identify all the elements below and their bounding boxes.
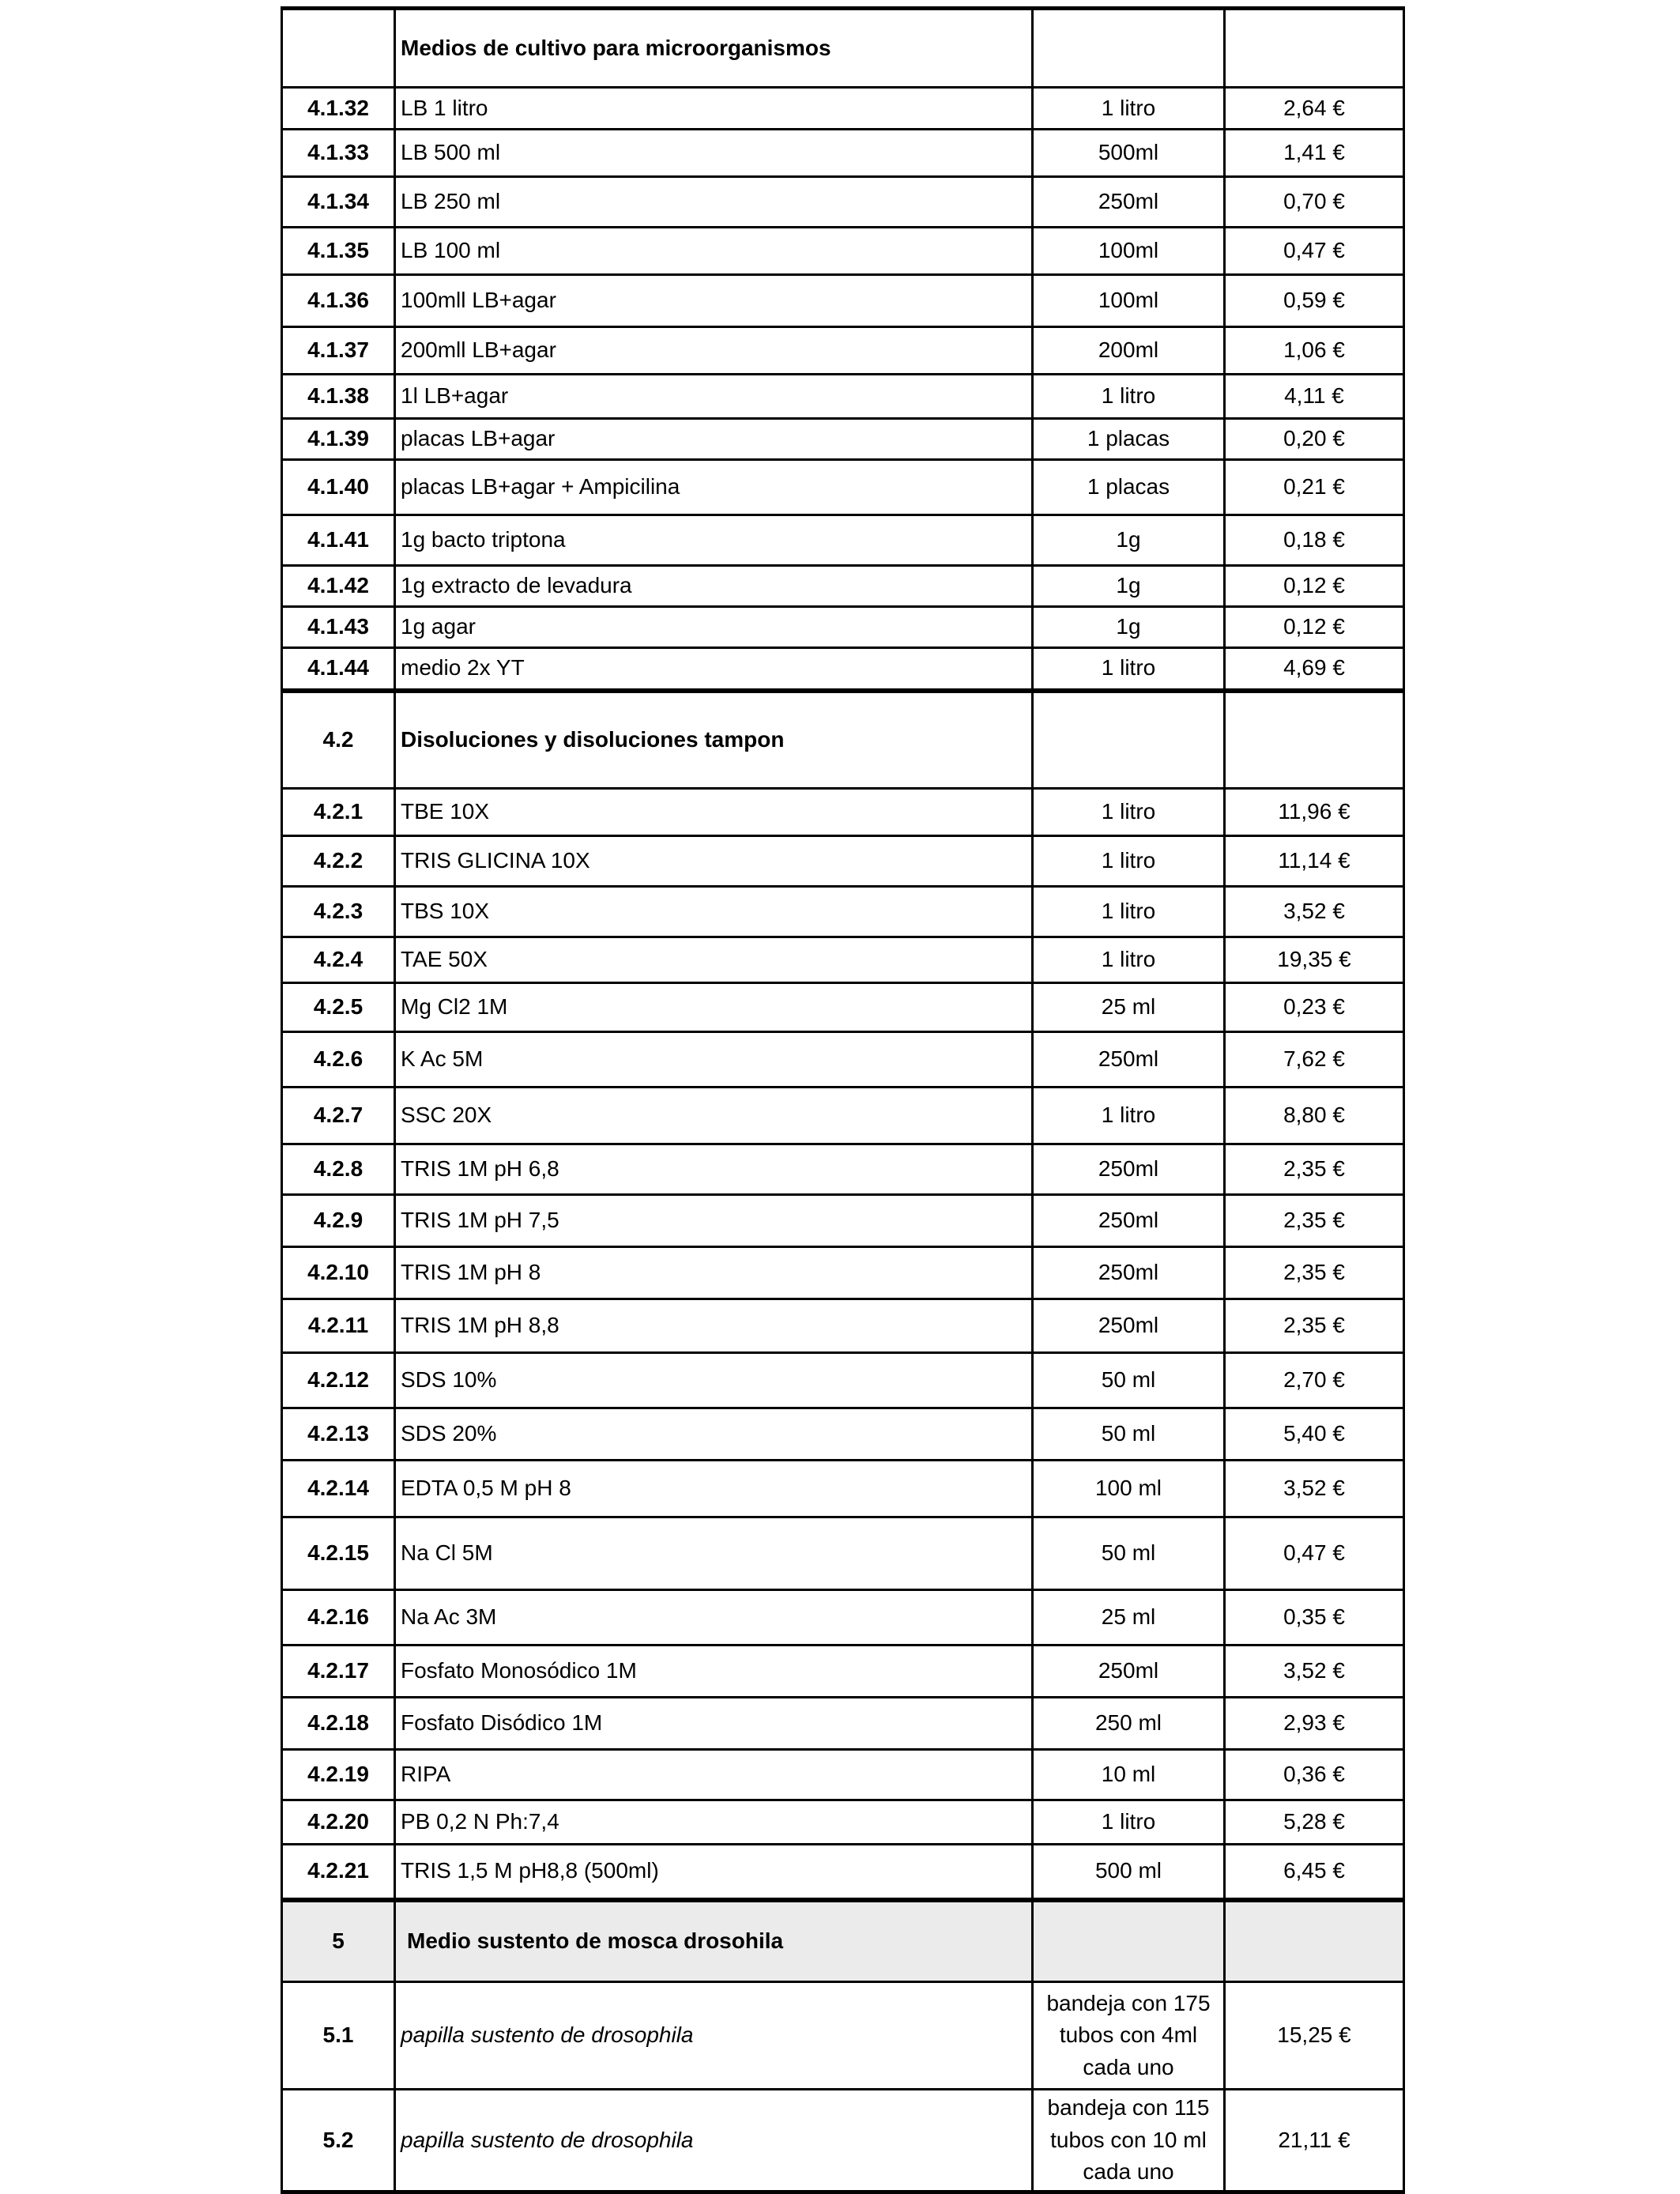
item-price-cell: 3,52 €	[1225, 1461, 1404, 1517]
item-code-cell: 4.2.12	[282, 1353, 395, 1408]
item-description-cell: 100mll LB+agar	[395, 275, 1033, 327]
item-unit-cell: 500 ml	[1033, 1845, 1225, 1900]
item-price-cell: 0,12 €	[1225, 566, 1404, 607]
item-price-cell: 0,47 €	[1225, 1517, 1404, 1590]
item-unit-cell: 250ml	[1033, 1144, 1225, 1195]
item-price-cell: 0,47 €	[1225, 228, 1404, 275]
table-row	[282, 228, 1404, 275]
item-code-cell: 4.1.40	[282, 460, 395, 515]
item-price-cell: 21,11 €	[1225, 2090, 1404, 2192]
section-row	[282, 9, 1404, 88]
item-code-cell: 4.2.17	[282, 1646, 395, 1698]
item-unit-cell: 1 litro	[1033, 937, 1225, 983]
item-code-cell: 4.1.36	[282, 275, 395, 327]
table-row	[282, 1032, 1404, 1088]
section-row	[282, 691, 1404, 789]
item-description-cell: LB 250 ml	[395, 177, 1033, 228]
table-row	[282, 515, 1404, 566]
item-description-cell: LB 500 ml	[395, 130, 1033, 177]
table-row	[282, 648, 1404, 691]
item-description-cell: Na Ac 3M	[395, 1590, 1033, 1646]
item-price-cell: 2,64 €	[1225, 88, 1404, 130]
table-row	[282, 1800, 1404, 1845]
table-row	[282, 1461, 1404, 1517]
item-unit-cell: 10 ml	[1033, 1750, 1225, 1800]
item-price-cell	[1225, 9, 1404, 88]
section-row	[282, 1900, 1404, 1982]
item-price-cell: 6,45 €	[1225, 1845, 1404, 1900]
item-code-cell: 4.2.4	[282, 937, 395, 983]
item-code-cell: 5.1	[282, 1982, 395, 2090]
item-price-cell: 15,25 €	[1225, 1982, 1404, 2090]
item-description-cell: 1l LB+agar	[395, 375, 1033, 419]
table-row	[282, 836, 1404, 887]
item-description-cell: EDTA 0,5 M pH 8	[395, 1461, 1033, 1517]
table-row	[282, 1590, 1404, 1646]
table-row	[282, 1750, 1404, 1800]
table-row	[282, 177, 1404, 228]
item-unit-cell: 50 ml	[1033, 1353, 1225, 1408]
item-price-cell: 4,11 €	[1225, 375, 1404, 419]
item-description-cell: TRIS GLICINA 10X	[395, 836, 1033, 887]
item-price-cell: 0,35 €	[1225, 1590, 1404, 1646]
item-code-cell: 4.2.14	[282, 1461, 395, 1517]
item-code-cell: 4.2.10	[282, 1247, 395, 1299]
item-price-cell	[1225, 1900, 1404, 1982]
table-row	[282, 1698, 1404, 1750]
item-description-cell: papilla sustento de drosophila	[395, 2090, 1033, 2192]
item-description-cell: TRIS 1M pH 6,8	[395, 1144, 1033, 1195]
item-unit-cell	[1033, 1900, 1225, 1982]
item-description-cell: TRIS 1M pH 8,8	[395, 1299, 1033, 1353]
item-unit-cell: 50 ml	[1033, 1408, 1225, 1461]
table-row	[282, 937, 1404, 983]
item-code-cell: 4.1.43	[282, 607, 395, 648]
table-row	[282, 1646, 1404, 1698]
item-description-cell: RIPA	[395, 1750, 1033, 1800]
table-row	[282, 607, 1404, 648]
item-price-cell: 1,41 €	[1225, 130, 1404, 177]
table-row	[282, 1408, 1404, 1461]
item-code-cell: 5	[282, 1900, 395, 1982]
item-unit-cell: 250ml	[1033, 1299, 1225, 1353]
item-code-cell: 4.1.42	[282, 566, 395, 607]
item-price-cell: 3,52 €	[1225, 887, 1404, 937]
item-description-cell: 1g agar	[395, 607, 1033, 648]
price-table	[281, 6, 1405, 2194]
item-unit-cell: 1g	[1033, 607, 1225, 648]
item-code-cell: 4.1.39	[282, 419, 395, 460]
item-price-cell: 0,21 €	[1225, 460, 1404, 515]
item-code-cell: 4.1.35	[282, 228, 395, 275]
item-unit-cell: 1 litro	[1033, 1088, 1225, 1144]
item-code-cell: 4.2.9	[282, 1195, 395, 1247]
item-code-cell: 4.2.16	[282, 1590, 395, 1646]
item-description-cell: Medio sustento de mosca drosohila	[395, 1900, 1033, 1982]
item-description-cell: 200mll LB+agar	[395, 327, 1033, 375]
item-unit-cell: 250 ml	[1033, 1698, 1225, 1750]
item-price-cell: 2,35 €	[1225, 1299, 1404, 1353]
item-unit-cell: 200ml	[1033, 327, 1225, 375]
item-code-cell: 4.2.1	[282, 789, 395, 836]
item-unit-cell	[1033, 691, 1225, 789]
item-unit-cell: 250ml	[1033, 1032, 1225, 1088]
table-row	[282, 566, 1404, 607]
item-description-cell: SDS 10%	[395, 1353, 1033, 1408]
item-price-cell: 0,70 €	[1225, 177, 1404, 228]
item-description-cell: SSC 20X	[395, 1088, 1033, 1144]
item-description-cell: SDS 20%	[395, 1408, 1033, 1461]
item-description-cell: Fosfato Disódico 1M	[395, 1698, 1033, 1750]
table-row	[282, 1517, 1404, 1590]
item-price-cell: 19,35 €	[1225, 937, 1404, 983]
item-price-cell: 0,20 €	[1225, 419, 1404, 460]
item-price-cell: 0,18 €	[1225, 515, 1404, 566]
item-price-cell: 5,28 €	[1225, 1800, 1404, 1845]
item-description-cell: 1g extracto de levadura	[395, 566, 1033, 607]
item-price-cell: 2,35 €	[1225, 1195, 1404, 1247]
item-code-cell: 4.2.20	[282, 1800, 395, 1845]
table-row	[282, 887, 1404, 937]
item-description-cell: LB 100 ml	[395, 228, 1033, 275]
item-unit-cell: 100 ml	[1033, 1461, 1225, 1517]
table-row	[282, 327, 1404, 375]
item-unit-cell: 25 ml	[1033, 1590, 1225, 1646]
item-unit-cell: 1 litro	[1033, 789, 1225, 836]
item-code-cell: 4.2.21	[282, 1845, 395, 1900]
item-description-cell: Fosfato Monosódico 1M	[395, 1646, 1033, 1698]
table-row	[282, 88, 1404, 130]
item-unit-cell: 1 litro	[1033, 88, 1225, 130]
item-price-cell: 0,23 €	[1225, 983, 1404, 1032]
table-row	[282, 1247, 1404, 1299]
table-row	[282, 419, 1404, 460]
item-price-cell: 0,59 €	[1225, 275, 1404, 327]
item-unit-cell	[1033, 9, 1225, 88]
item-price-cell: 2,35 €	[1225, 1247, 1404, 1299]
item-code-cell: 4.2.15	[282, 1517, 395, 1590]
item-price-cell: 0,36 €	[1225, 1750, 1404, 1800]
item-unit-cell: 250ml	[1033, 1646, 1225, 1698]
item-code-cell: 4.1.37	[282, 327, 395, 375]
item-code-cell: 4.1.44	[282, 648, 395, 691]
item-description-cell: K Ac 5M	[395, 1032, 1033, 1088]
item-code-cell: 4.2.13	[282, 1408, 395, 1461]
item-code-cell: 4.1.41	[282, 515, 395, 566]
item-description-cell: placas LB+agar	[395, 419, 1033, 460]
table-row	[282, 375, 1404, 419]
item-price-cell: 2,93 €	[1225, 1698, 1404, 1750]
item-unit-cell: 250ml	[1033, 1247, 1225, 1299]
item-code-cell: 4.1.38	[282, 375, 395, 419]
item-price-cell: 7,62 €	[1225, 1032, 1404, 1088]
item-description-cell: TRIS 1,5 M pH8,8 (500ml)	[395, 1845, 1033, 1900]
item-code-cell: 4.1.32	[282, 88, 395, 130]
item-code-cell: 4.2.19	[282, 1750, 395, 1800]
table-row	[282, 1845, 1404, 1900]
item-unit-cell: 1 placas	[1033, 419, 1225, 460]
item-unit-cell: bandeja con 115 tubos con 10 ml cada uno	[1033, 2090, 1225, 2192]
item-price-cell: 2,35 €	[1225, 1144, 1404, 1195]
item-code-cell: 4.1.33	[282, 130, 395, 177]
item-code-cell: 4.2.2	[282, 836, 395, 887]
item-code-cell: 4.2.11	[282, 1299, 395, 1353]
item-description-cell: Na Cl 5M	[395, 1517, 1033, 1590]
item-description-cell: Mg Cl2 1M	[395, 983, 1033, 1032]
item-price-cell: 5,40 €	[1225, 1408, 1404, 1461]
table-row	[282, 1299, 1404, 1353]
item-price-cell: 4,69 €	[1225, 648, 1404, 691]
table-row	[282, 1144, 1404, 1195]
item-code-cell: 4.2.8	[282, 1144, 395, 1195]
item-code-cell: 4.2	[282, 691, 395, 789]
price-table-body	[282, 9, 1404, 2192]
item-unit-cell: 1g	[1033, 566, 1225, 607]
item-unit-cell: 250ml	[1033, 177, 1225, 228]
item-unit-cell: 100ml	[1033, 275, 1225, 327]
item-unit-cell: 1 litro	[1033, 1800, 1225, 1845]
item-price-cell	[1225, 691, 1404, 789]
item-price-cell: 11,96 €	[1225, 789, 1404, 836]
item-description-cell: 1g bacto triptona	[395, 515, 1033, 566]
table-row	[282, 1353, 1404, 1408]
table-row	[282, 1088, 1404, 1144]
item-unit-cell: 1g	[1033, 515, 1225, 566]
item-description-cell: TBE 10X	[395, 789, 1033, 836]
item-description-cell: placas LB+agar + Ampicilina	[395, 460, 1033, 515]
table-row	[282, 789, 1404, 836]
item-unit-cell: 1 placas	[1033, 460, 1225, 515]
item-description-cell: Disoluciones y disoluciones tampon	[395, 691, 1033, 789]
item-code-cell: 5.2	[282, 2090, 395, 2192]
item-description-cell: medio 2x YT	[395, 648, 1033, 691]
item-unit-cell: 100ml	[1033, 228, 1225, 275]
item-price-cell: 0,12 €	[1225, 607, 1404, 648]
item-description-cell: PB 0,2 N Ph:7,4	[395, 1800, 1033, 1845]
table-row	[282, 1195, 1404, 1247]
item-code-cell: 4.2.5	[282, 983, 395, 1032]
item-unit-cell: 50 ml	[1033, 1517, 1225, 1590]
item-description-cell: TAE 50X	[395, 937, 1033, 983]
item-unit-cell: 500ml	[1033, 130, 1225, 177]
item-unit-cell: 1 litro	[1033, 375, 1225, 419]
item-description-cell: papilla sustento de drosophila	[395, 1982, 1033, 2090]
item-description-cell: LB 1 litro	[395, 88, 1033, 130]
item-unit-cell: bandeja con 175 tubos con 4ml cada uno	[1033, 1982, 1225, 2090]
item-code-cell: 4.2.3	[282, 887, 395, 937]
item-price-cell: 1,06 €	[1225, 327, 1404, 375]
item-description-cell: Medios de cultivo para microorganismos	[395, 9, 1033, 88]
item-description-cell: TRIS 1M pH 7,5	[395, 1195, 1033, 1247]
table-row	[282, 1982, 1404, 2090]
item-code-cell: 4.2.18	[282, 1698, 395, 1750]
item-price-cell: 11,14 €	[1225, 836, 1404, 887]
item-unit-cell: 1 litro	[1033, 836, 1225, 887]
table-row	[282, 983, 1404, 1032]
item-description-cell: TRIS 1M pH 8	[395, 1247, 1033, 1299]
item-unit-cell: 1 litro	[1033, 648, 1225, 691]
item-unit-cell: 250ml	[1033, 1195, 1225, 1247]
item-code-cell: 4.1.34	[282, 177, 395, 228]
item-description-cell: TBS 10X	[395, 887, 1033, 937]
item-price-cell: 8,80 €	[1225, 1088, 1404, 1144]
item-unit-cell: 1 litro	[1033, 887, 1225, 937]
table-row	[282, 460, 1404, 515]
table-row	[282, 275, 1404, 327]
item-code-cell: 4.2.7	[282, 1088, 395, 1144]
table-row	[282, 2090, 1404, 2192]
item-price-cell: 3,52 €	[1225, 1646, 1404, 1698]
table-row	[282, 130, 1404, 177]
item-unit-cell: 25 ml	[1033, 983, 1225, 1032]
item-code-cell	[282, 9, 395, 88]
item-code-cell: 4.2.6	[282, 1032, 395, 1088]
item-price-cell: 2,70 €	[1225, 1353, 1404, 1408]
